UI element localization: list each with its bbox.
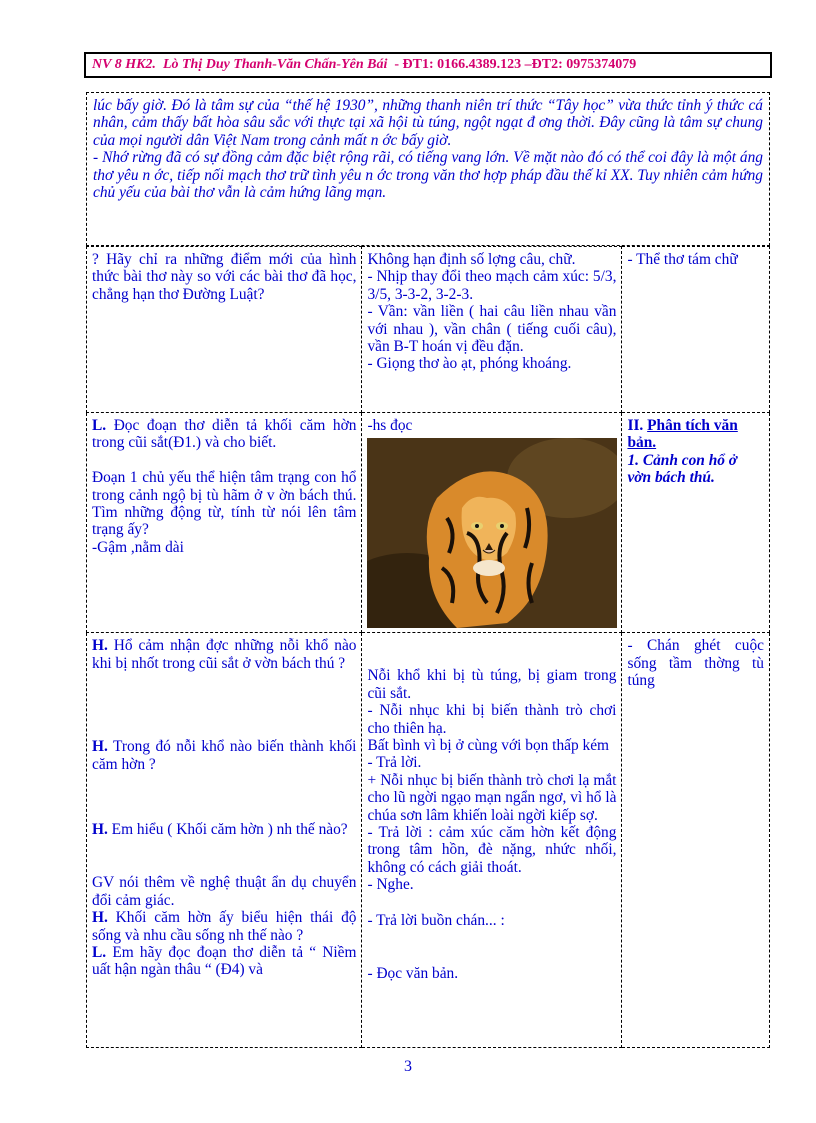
h-text: Trong đó nỗi khổ nào biến thành khối căm hờn ? [92, 738, 357, 773]
note-cell [622, 633, 770, 1048]
note-text: - Thể thơ tám chữ [627, 251, 738, 268]
teacher-cell [87, 247, 362, 413]
note-text: - Chán ghét cuộc sống tầm thờng tù túng [627, 637, 764, 690]
teacher-note: GV nói thêm về nghệ thuật ẩn dụ chuyển đổi cảm giác. [92, 874, 357, 909]
task-label: L. [92, 417, 107, 434]
lesson-table [86, 246, 770, 1048]
student-cell [362, 247, 622, 413]
teacher-question [92, 417, 356, 556]
page-header [84, 52, 772, 78]
teacher-cell [87, 633, 362, 1048]
h-label: H. [92, 637, 108, 655]
question-h1 [92, 637, 356, 672]
page-number: 3 [404, 1058, 412, 1075]
h-text: Khối căm hờn ấy biểu hiện thái độ sống và nhu cầu sống nh thế nào ? [92, 909, 357, 944]
tiger-icon [367, 438, 617, 628]
table-row [87, 413, 770, 633]
student-cell [362, 413, 622, 633]
intro-box [86, 92, 770, 246]
section-title: Phân tích văn bản. [627, 417, 738, 452]
tiger-photo [367, 438, 617, 628]
l-label: L. [92, 944, 107, 962]
h-label: H. [92, 821, 108, 839]
section-number: II. [627, 417, 644, 434]
note-cell [622, 413, 770, 633]
student-answer: -hs đọc [367, 417, 413, 434]
teacher-cell [87, 413, 362, 633]
intro-paragraph-1: lúc bấy giờ. Đó là tâm sự của “thế hệ 1930”, những thanh niên trí thức “Tây học” vừa thức tỉnh ý thức cá nhân, cảm thấy bất hòa sâu sắc với thực tại xã hội tù túng, ngột ngạt đ ơng thời. Đây cũng là tâm sự chung của mọi người dân Việt Nam trong cảnh mất n ớc bấy giờ. [93, 97, 763, 149]
question-h3 [92, 821, 356, 838]
student-answer: - Trả lời buồn chán... : [367, 911, 505, 929]
h-text: Em hiểu ( Khối căm hờn ) nh thế nào? [107, 821, 348, 839]
header-author: Lò Thị Duy Thanh-Văn Chấn-Yên Bái [162, 57, 388, 72]
subsection-heading: 1. Cảnh con hổ ở vờn bách thú. [627, 451, 738, 487]
header-phones: - ĐT1: 0166.4389.123 –ĐT2: 0975374079 [394, 57, 637, 72]
question-h2 [92, 738, 356, 773]
h-text: Hổ cảm nhận đợc những nỗi khổ nào khi bị nhốt trong cũi sắt ở vờn bách thú ? [92, 637, 357, 672]
h-label: H. [92, 738, 108, 756]
task-l [92, 944, 356, 979]
h-label: H. [92, 909, 108, 927]
table-row [87, 633, 770, 1048]
header-text [92, 57, 636, 73]
intro-paragraph-2: - Nhớ rừng đã có sự đồng cảm đặc biệt rộng rãi, có tiếng vang lớn. Về mặt nào đó có thể coi đây là một áng thơ yêu n ớc, tiếp nối mạch thơ trữ tình yêu n ớc trong văn thơ hợp pháp đầu thế kỉ XX. Tuy nhiên cảm hứng chủ yếu của bài thơ vẫn là cảm hứng lãng mạn. [93, 149, 763, 202]
student-answer: - Đọc văn bản. [367, 965, 459, 983]
section-heading [627, 417, 764, 452]
teacher-question: ? Hãy chỉ ra những điểm mới của hình thức bài thơ này so với các bài thơ đã học, chẳng hạn thơ Đường Luật? [92, 251, 357, 303]
note-cell [622, 247, 770, 413]
student-cell [362, 633, 622, 1048]
task-text: Đọc đoạn thơ diễn tả khối căm hờn trong cũi sắt(Đ1.) và cho biết. Đoạn 1 chủ yếu thể hiện tâm trạng con hổ trong cảnh ngộ bị tù hãm ở v ờn bách thú. Tìm những động từ, tính từ nói lên tâm trạng ấy? -Gậm ,nằm dài [92, 417, 357, 556]
table-row [87, 247, 770, 413]
student-answer: Nỗi khổ khi bị tù túng, bị giam trong cũi sắt. - Nỗi nhục khi bị biến thành trò chơi cho thiên hạ. Bất bình vì bị ở cùng với bọn thấp kém - Trả lời. + Nỗi nhục bị biến thành trò chơi lạ mắt cho lũ ngời ngạo mạn ngẩn ngơ, vì hổ là chúa sơn lâm khiến loài ngời kiếp sợ. - Trả lời : cảm xúc căm hờn kết động trong tâm hồn, đè nặng, nhức nhối, không có cách giải thoát. - Nghe. [367, 667, 617, 894]
student-answer: Không hạn định số lợng câu, chữ. - Nhịp thay đổi theo mạch cảm xúc: 5/3, 3/5, 3-3-2, 3-2-3. - Vần: vần liền ( hai câu liền nhau vần với nhau ), vần chân ( tiếng cuối câu), vần B-T hoán vị đều đặn. - Giọng thơ ào ạt, phóng khoáng. [367, 251, 617, 373]
header-code: NV 8 HK2. [92, 57, 156, 72]
l-text: Em hãy đọc đoạn thơ diễn tả “ Niềm uất hận ngàn thâu “ (Đ4) và [92, 944, 357, 979]
question-h4 [92, 909, 356, 944]
